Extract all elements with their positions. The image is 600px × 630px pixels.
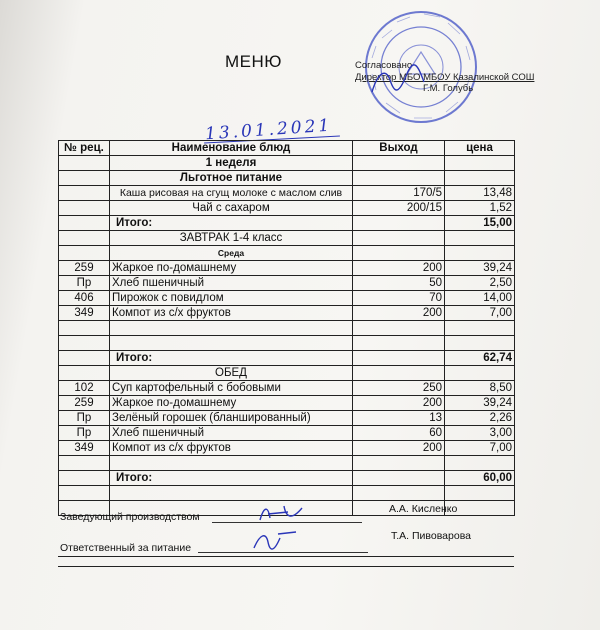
recipe-number-cell: 349 <box>59 441 110 456</box>
dish-name-cell: Итого: <box>110 351 353 366</box>
recipe-number-cell: Пр <box>59 276 110 291</box>
col-recipe-number: № рец. <box>59 141 110 156</box>
dish-name-cell: Компот из с/х фруктов <box>110 441 353 456</box>
yield-cell: 200 <box>353 396 445 411</box>
dish-name-cell <box>110 321 353 336</box>
price-cell: 39,24 <box>445 261 515 276</box>
nutrition-signature <box>250 528 300 554</box>
price-cell <box>445 366 515 381</box>
table-row <box>59 351 515 366</box>
yield-cell: 200/15 <box>353 201 445 216</box>
table-row <box>59 201 515 216</box>
price-cell: 7,00 <box>445 306 515 321</box>
recipe-number-cell <box>59 246 110 261</box>
table-row <box>59 321 515 336</box>
recipe-number-cell <box>59 366 110 381</box>
yield-cell <box>353 156 445 171</box>
nutrition-name: Т.А. Пивоварова <box>391 530 471 542</box>
recipe-number-cell: 259 <box>59 396 110 411</box>
yield-cell <box>353 216 445 231</box>
table-row <box>59 426 515 441</box>
dish-name-cell: Хлеб пшеничный <box>110 276 353 291</box>
table-row <box>59 276 515 291</box>
recipe-number-cell <box>59 336 110 351</box>
table-row <box>59 486 515 501</box>
price-cell: 15,00 <box>445 216 515 231</box>
price-cell <box>445 486 515 501</box>
dish-name-cell: ЗАВТРАК 1-4 класс <box>110 231 353 246</box>
table-row <box>59 366 515 381</box>
table-row <box>59 441 515 456</box>
yield-cell <box>353 321 445 336</box>
recipe-number-cell <box>59 471 110 486</box>
price-cell: 60,00 <box>445 471 515 486</box>
table-row <box>59 336 515 351</box>
yield-cell <box>353 336 445 351</box>
approval-line-3: Г.М. Голубь <box>423 83 474 94</box>
table-row <box>59 396 515 411</box>
table-row <box>59 411 515 426</box>
table-row <box>59 381 515 396</box>
recipe-number-cell <box>59 456 110 471</box>
yield-cell: 250 <box>353 381 445 396</box>
yield-cell: 50 <box>353 276 445 291</box>
yield-cell: 200 <box>353 261 445 276</box>
footer-row-bottom <box>58 566 514 567</box>
dish-name-cell: ОБЕД <box>110 366 353 381</box>
yield-cell <box>353 366 445 381</box>
dish-name-cell: Хлеб пшеничный <box>110 426 353 441</box>
recipe-number-cell <box>59 486 110 501</box>
table-row <box>59 156 515 171</box>
col-dish-name: Наименование блюд <box>110 141 353 156</box>
col-price: цена <box>445 141 515 156</box>
recipe-number-cell <box>59 186 110 201</box>
recipe-number-cell: 349 <box>59 306 110 321</box>
dish-name-cell: Компот из с/х фруктов <box>110 306 353 321</box>
yield-cell: 13 <box>353 411 445 426</box>
dish-name-cell: Суп картофельный с бобовыми <box>110 381 353 396</box>
price-cell <box>445 231 515 246</box>
price-cell: 3,00 <box>445 426 515 441</box>
yield-cell: 60 <box>353 426 445 441</box>
table-row <box>59 456 515 471</box>
price-cell: 2,26 <box>445 411 515 426</box>
production-head-label: Заведующий производством <box>60 511 200 523</box>
price-cell <box>445 336 515 351</box>
dish-name-cell: Жаркое по-домашнему <box>110 396 353 411</box>
dish-name-cell: Итого: <box>110 216 353 231</box>
price-cell: 2,50 <box>445 276 515 291</box>
recipe-number-cell <box>59 216 110 231</box>
price-cell: 8,50 <box>445 381 515 396</box>
page-title: МЕНЮ <box>225 52 282 71</box>
dish-name-cell: Итого: <box>110 471 353 486</box>
yield-cell <box>353 351 445 366</box>
recipe-number-cell: 406 <box>59 291 110 306</box>
table-row <box>59 171 515 186</box>
yield-cell <box>353 456 445 471</box>
recipe-number-cell <box>59 351 110 366</box>
recipe-number-cell <box>59 321 110 336</box>
table-row <box>59 471 515 486</box>
production-head-signature <box>258 502 304 526</box>
recipe-number-cell <box>59 231 110 246</box>
yield-cell: 200 <box>353 441 445 456</box>
yield-cell <box>353 246 445 261</box>
price-cell <box>445 321 515 336</box>
dish-name-cell: Зелёный горошек (бланшированный) <box>110 411 353 426</box>
table-row <box>59 246 515 261</box>
dish-name-cell: Пирожок с повидлом <box>110 291 353 306</box>
footer-row-top <box>58 556 514 557</box>
table-row <box>59 261 515 276</box>
yield-cell <box>353 231 445 246</box>
dish-name-cell: Чай с сахаром <box>110 201 353 216</box>
yield-cell: 200 <box>353 306 445 321</box>
price-cell: 14,00 <box>445 291 515 306</box>
table-row <box>59 231 515 246</box>
table-row <box>59 306 515 321</box>
recipe-number-cell: Пр <box>59 426 110 441</box>
recipe-number-cell: 102 <box>59 381 110 396</box>
table-header-row <box>59 141 515 156</box>
yield-cell <box>353 171 445 186</box>
yield-cell: 170/5 <box>353 186 445 201</box>
dish-name-cell <box>110 486 353 501</box>
recipe-number-cell <box>59 201 110 216</box>
recipe-number-cell <box>59 171 110 186</box>
price-cell <box>445 156 515 171</box>
production-head-name: А.А. Кисленко <box>389 503 458 515</box>
price-cell: 13,48 <box>445 186 515 201</box>
recipe-number-cell: Пр <box>59 411 110 426</box>
handwritten-date: 13.01.2021 <box>204 115 333 145</box>
dish-name-cell <box>110 456 353 471</box>
yield-cell <box>353 486 445 501</box>
recipe-number-cell <box>59 156 110 171</box>
dish-name-cell: Жаркое по-домашнему <box>110 261 353 276</box>
table-row <box>59 186 515 201</box>
price-cell: 39,24 <box>445 396 515 411</box>
approval-line-1: Согласовано <box>355 60 413 71</box>
dish-name-cell <box>110 336 353 351</box>
price-cell <box>445 456 515 471</box>
dish-name-cell: Среда <box>110 246 353 261</box>
price-cell <box>445 246 515 261</box>
menu-table <box>58 140 515 516</box>
director-signature <box>368 62 428 102</box>
yield-cell <box>353 471 445 486</box>
price-cell: 1,52 <box>445 201 515 216</box>
approval-line-2: Директор МБО МБОУ Казалинской СОШ <box>355 71 535 83</box>
price-cell <box>445 171 515 186</box>
nutrition-label: Ответственный за питание <box>60 542 192 554</box>
price-cell: 7,00 <box>445 441 515 456</box>
yield-cell: 70 <box>353 291 445 306</box>
dish-name-cell: 1 неделя <box>110 156 353 171</box>
price-cell: 62,74 <box>445 351 515 366</box>
dish-name-cell: Льготное питание <box>110 171 353 186</box>
dish-name-cell: Каша рисовая на сгущ молоке с маслом слив <box>110 186 353 201</box>
table-row <box>59 216 515 231</box>
recipe-number-cell: 259 <box>59 261 110 276</box>
table-row <box>59 291 515 306</box>
col-yield: Выход <box>353 141 445 156</box>
